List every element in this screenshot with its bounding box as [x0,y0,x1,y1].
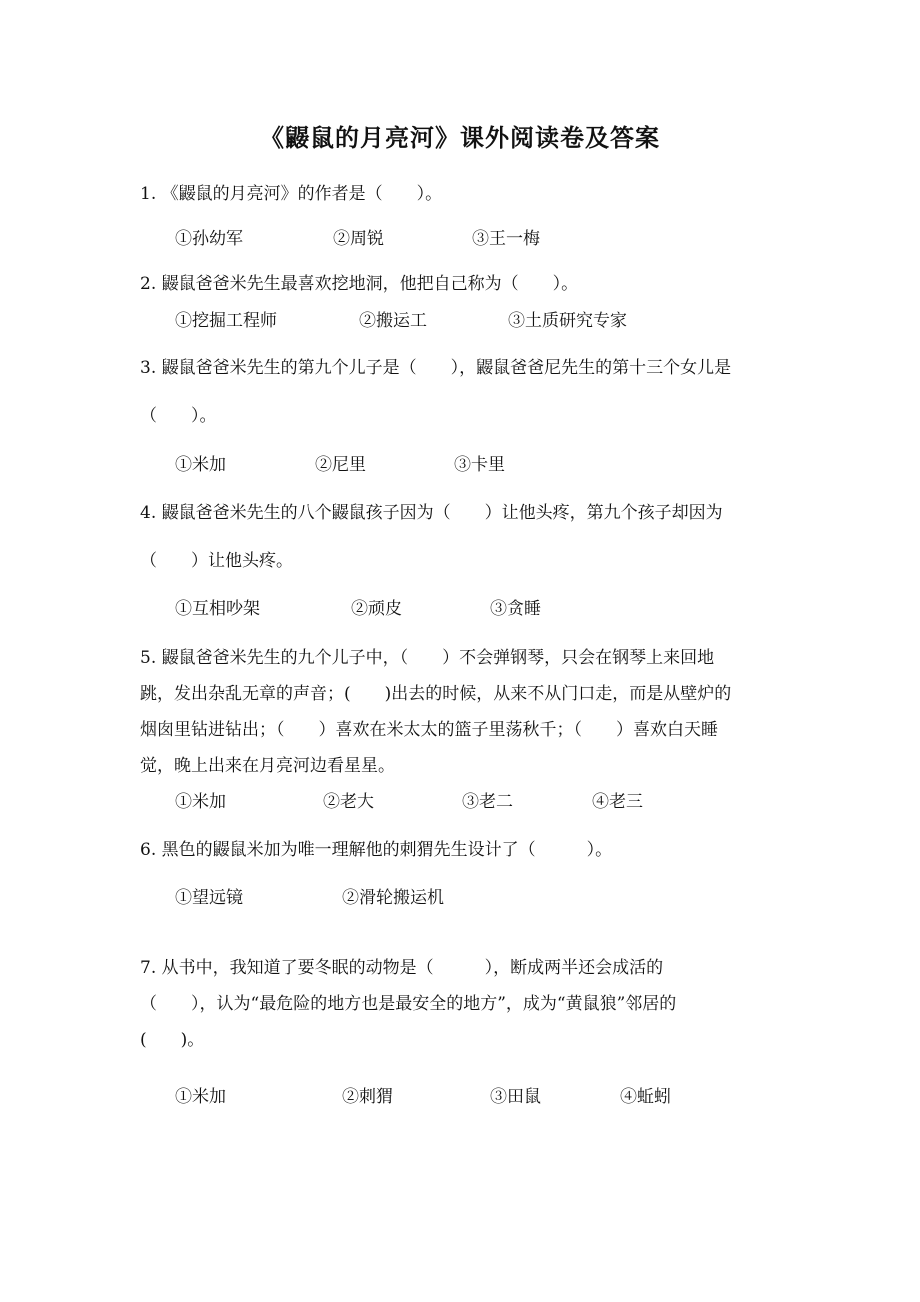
option: ④老三 [592,792,643,812]
option: ①米加 [175,455,226,475]
option: ③贪睡 [490,599,541,619]
page-title: 《鼹鼠的月亮河》课外阅读卷及答案 [260,123,660,152]
option: ④蚯蚓 [620,1087,671,1107]
option: ③老二 [462,792,513,812]
question-4-line-2: （ ）让他头疼。 [140,551,293,571]
question-2: 2. 鼹鼠爸爸米先生最喜欢挖地洞，他把自己称为（ ）。 [140,274,579,294]
question-5-line-1: 5. 鼹鼠爸爸米先生的九个儿子中，（ ）不会弹钢琴，只会在钢琴上来回地 [140,648,715,668]
question-5-line-2: 跳，发出杂乱无章的声音；( )出去的时候，从来不从门口走，而是从壁炉的 [140,684,732,704]
option: ②尼里 [315,455,366,475]
question-1: 1. 《鼹鼠的月亮河》的作者是（ ）。 [140,184,443,204]
option: ②刺猬 [342,1087,393,1107]
question-3-line-1: 3. 鼹鼠爸爸米先生的第九个儿子是（ ），鼹鼠爸爸尼先生的第十三个女儿是 [140,358,732,378]
question-7-line-2: （ ），认为“最危险的地方也是最安全的地方”，成为“黄鼠狼”邻居的 [140,994,677,1014]
question-5-line-3: 烟囱里钻进钻出；（ ）喜欢在米太太的篮子里荡秋千；（ ）喜欢白天睡 [140,720,718,740]
option: ①互相吵架 [175,599,260,619]
option: ③卡里 [454,455,505,475]
option: ②顽皮 [351,599,402,619]
option: ①挖掘工程师 [175,311,277,331]
question-5-line-4: 觉，晚上出来在月亮河边看星星。 [140,756,395,776]
option: ②滑轮搬运机 [342,888,444,908]
option: ②搬运工 [359,311,427,331]
option: ①米加 [175,792,226,812]
question-3-line-2: （ ）。 [140,406,217,426]
question-7-line-3: ( )。 [140,1030,205,1050]
question-4-line-1: 4. 鼹鼠爸爸米先生的八个鼹鼠孩子因为（ ）让他头疼，第九个孩子却因为 [140,503,723,523]
question-6: 6. 黑色的鼹鼠米加为唯一理解他的刺猬先生设计了（ ）。 [140,840,613,860]
option: ③王一梅 [472,229,540,249]
option: ①孙幼军 [175,229,243,249]
option: ②周锐 [333,229,384,249]
question-7-line-1: 7. 从书中，我知道了要冬眠的动物是（ ），断成两半还会成活的 [140,958,664,978]
option: ①米加 [175,1087,226,1107]
option: ③土质研究专家 [508,311,627,331]
option: ①望远镜 [175,888,243,908]
option: ③田鼠 [490,1087,541,1107]
option: ②老大 [323,792,374,812]
